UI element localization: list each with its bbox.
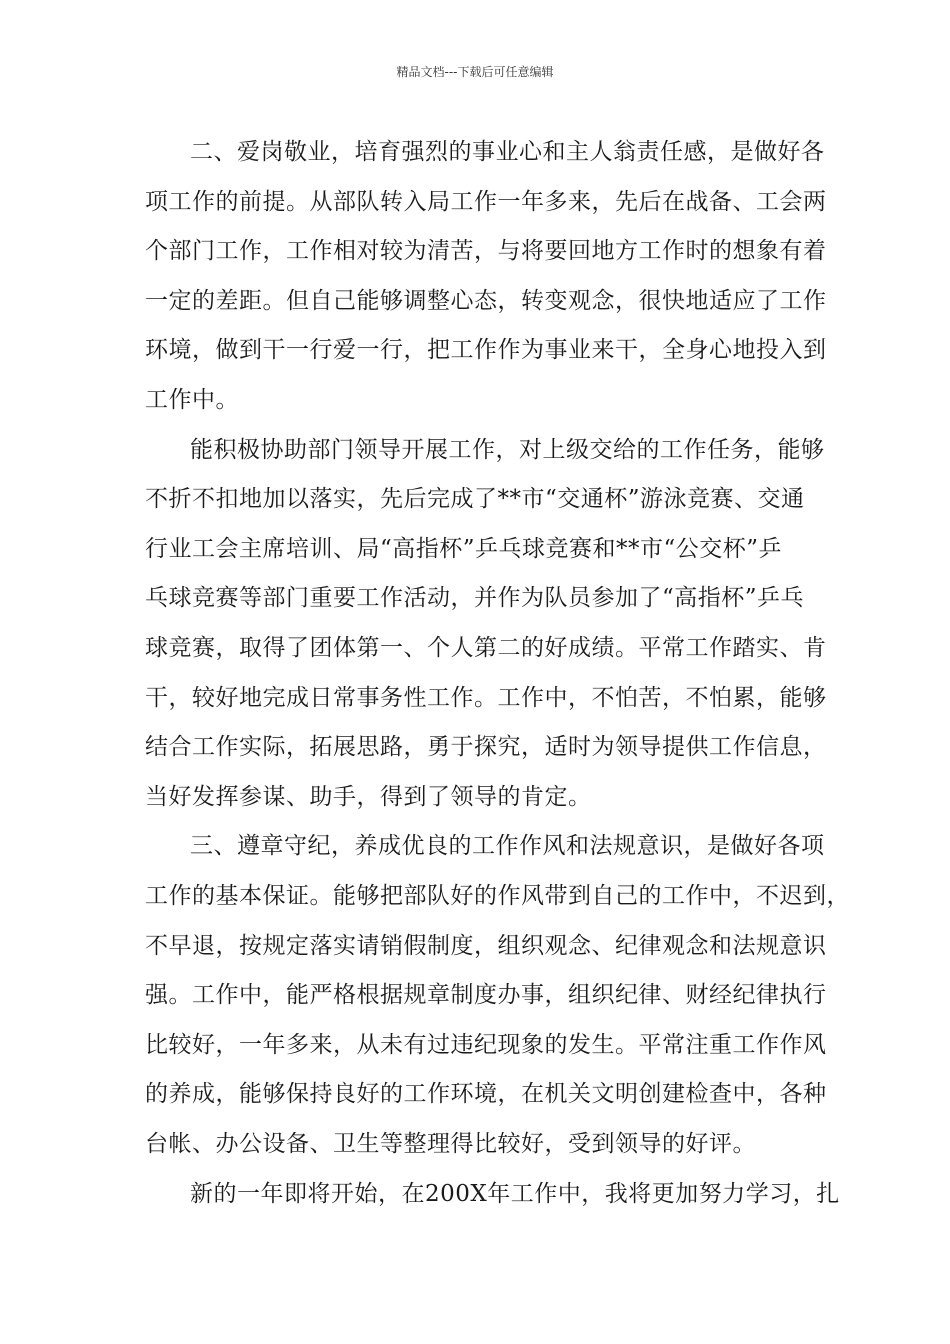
paragraph-2-line-5: 球竞赛，取得了团体第一、个人第二的好成绩。平常工作踏实、肯 xyxy=(145,635,827,661)
paragraph-3-line-3: 不早退，按规定落实请销假制度，组织观念、纪律观念和法规意识 xyxy=(145,933,827,959)
paragraph-2-line-8: 当好发挥参谋、助手，得到了领导的肯定。 xyxy=(145,784,592,810)
paragraph-2-line-4: 乓球竞赛等部门重要工作活动，并作为队员参加了“高指杯”乒乓 xyxy=(145,585,805,611)
paragraph-1-line-3: 个部门工作，工作相对较为清苦，与将要回地方工作时的想象有着 xyxy=(145,238,827,264)
paragraph-3-line-5: 比较好，一年多来，从未有过违纪现象的发生。平常注重工作作风 xyxy=(145,1032,827,1058)
paragraph-1-line-6: 工作中。 xyxy=(145,387,239,413)
paragraph-3-line-4: 强。工作中，能严格根据规章制度办事，组织纪律、财经纪律执行 xyxy=(145,982,827,1008)
paragraph-1-line-2: 项工作的前提。从部队转入局工作一年多来，先后在战备、工会两 xyxy=(145,189,827,215)
paragraph-3-line-6: 的养成，能够保持良好的工作环境，在机关文明创建检查中，各种 xyxy=(145,1081,827,1107)
paragraph-1-line-1: 二、爱岗敬业，培育强烈的事业心和主人翁责任感，是做好各 xyxy=(190,139,825,165)
page-header: 精品文档---下载后可任意编辑 xyxy=(396,65,554,79)
paragraph-2-line-7: 结合工作实际，拓展思路，勇于探究，适时为领导提供工作信息， xyxy=(145,734,827,760)
paragraph-2-line-2: 不折不扣地加以落实，先后完成了**市“交通杯”游泳竞赛、交通 xyxy=(145,486,805,512)
paragraph-1-line-5: 环境，做到干一行爱一行，把工作作为事业来干，全身心地投入到 xyxy=(145,337,827,363)
paragraph-2-line-6: 干，较好地完成日常事务性工作。工作中，不怕苦，不怕累，能够 xyxy=(145,685,827,711)
paragraph-2-line-1: 能积极协助部门领导开展工作，对上级交给的工作任务，能够 xyxy=(190,437,825,463)
paragraph-3-line-1: 三、遵章守纪，养成优良的工作作风和法规意识，是做好各项 xyxy=(190,833,825,859)
paragraph-4-line-1: 新的一年即将开始，在200X年工作中，我将更加努力学习，扎 xyxy=(190,1181,840,1207)
paragraph-3-line-7: 台帐、办公设备、卫生等整理得比较好，受到领导的好评。 xyxy=(145,1131,756,1157)
paragraph-1-line-4: 一定的差距。但自己能够调整心态，转变观念，很快地适应了工作 xyxy=(145,288,827,314)
paragraph-2-line-3: 行业工会主席培训、局“高指杯”乒乓球竞赛和**市“公交杯”乒 xyxy=(145,536,783,562)
paragraph-3-line-2: 工作的基本保证。能够把部队好的作风带到自己的工作中，不迟到， xyxy=(145,883,850,909)
